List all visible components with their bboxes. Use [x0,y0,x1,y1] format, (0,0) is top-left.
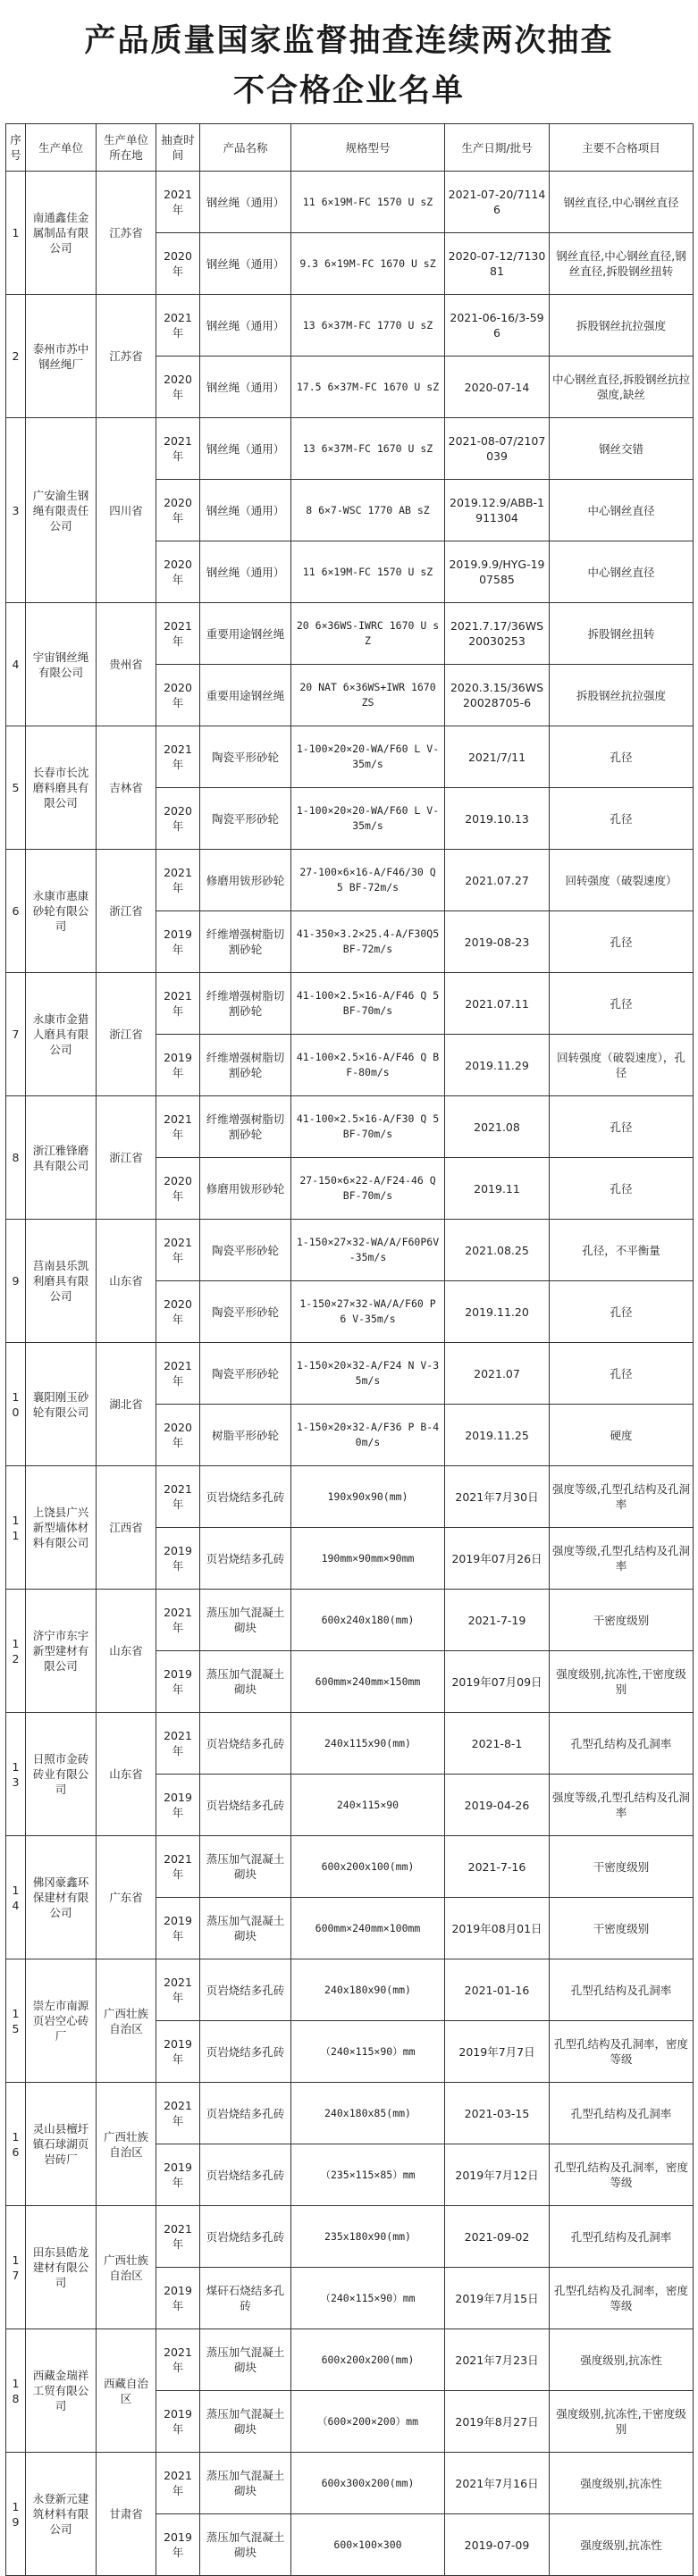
spec-model: 11 6×19M-FC 1570 U sZ [291,541,445,603]
defect-items: 钢丝直径,中心钢丝直径 [550,172,694,233]
defect-items: 孔径 [550,973,694,1035]
product-name: 页岩烧结多孔砖 [200,1466,291,1528]
defect-items: 拆股钢丝抗拉强度 [550,665,694,726]
production-date: 2021.08 [445,1096,550,1158]
company-location: 四川省 [97,418,156,603]
production-date: 2019年7月7日 [445,2021,550,2083]
spec-model: 600x200x200(mm) [291,2329,445,2391]
inspection-year: 2019年 [156,2391,200,2453]
inspection-year: 2019年 [156,911,200,973]
header-defect: 主要不合格项目 [550,124,694,172]
row-number: 7 [6,973,26,1096]
company-location: 山东省 [97,1713,156,1836]
row-number: 9 [6,1220,26,1343]
company-location: 山东省 [97,1220,156,1343]
inspection-year: 2021年 [156,1959,200,2021]
production-date: 2021年7月16日 [445,2453,550,2514]
defect-items: 孔型孔结构及孔洞率 [550,2083,694,2144]
production-date: 2019-07-09 [445,2514,550,2576]
production-date: 2021.07.11 [445,973,550,1035]
product-name: 陶瓷平形砂轮 [200,1281,291,1343]
defect-items: 干密度级别 [550,1590,694,1651]
defect-items: 孔型孔结构及孔洞率，密度等级 [550,2268,694,2329]
inspection-year: 2020年 [156,233,200,295]
row-number: 2 [6,295,26,418]
header-spec: 规格型号 [291,124,445,172]
product-name: 页岩烧结多孔砖 [200,2206,291,2268]
company-location: 广西壮族自治区 [97,1959,156,2083]
spec-model: 27-150×6×22-A/F24-46 Q BF-70m/s [291,1158,445,1220]
row-number: 18 [6,2329,26,2453]
inspection-year: 2021年 [156,850,200,911]
table-header-row [6,124,694,172]
inspection-year: 2020年 [156,480,200,541]
product-name: 蒸压加气混凝土砌块 [200,1651,291,1713]
table-row [6,295,694,357]
production-date: 2021-7-19 [445,1590,550,1651]
product-name: 钢丝绳（通用） [200,418,291,480]
spec-model: 11 6×19M-FC 1570 U sZ [291,172,445,233]
table-row [6,850,694,911]
table-row [6,973,694,1035]
row-number: 6 [6,850,26,973]
row-number: 3 [6,418,26,603]
table-row [6,418,694,480]
table-row [6,1466,694,1528]
production-date: 2019.9.9/HYG-1907585 [445,541,550,603]
page-title: 产品质量国家监督抽查连续两次抽查 [84,23,614,59]
production-date: 2019.11.25 [445,1405,550,1466]
company-location: 山东省 [97,1590,156,1713]
product-name: 纤维增强树脂切割砂轮 [200,1096,291,1158]
defect-items: 干密度级别 [550,1836,694,1898]
product-name: 煤矸石烧结多孔砖 [200,2268,291,2329]
spec-model: 190mm×90mm×90mm [291,1528,445,1590]
spec-model: 41-100×2.5×16-A/F46 Q BF-80m/s [291,1035,445,1096]
product-name: 页岩烧结多孔砖 [200,2083,291,2144]
company-name: 永康市金猎人磨具有限公司 [26,973,97,1096]
company-name: 泰州市苏中钢丝绳厂 [26,295,97,418]
production-date: 2019.11.29 [445,1035,550,1096]
row-number: 11 [6,1466,26,1590]
header-year: 抽查时间 [156,124,200,172]
spec-model: 9.3 6×19M-FC 1670 U sZ [291,233,445,295]
product-name: 陶瓷平形砂轮 [200,1220,291,1281]
inspection-year: 2020年 [156,357,200,418]
defect-items: 强度级别,抗冻性,干密度级别 [550,1651,694,1713]
product-name: 陶瓷平形砂轮 [200,1343,291,1405]
row-number: 14 [6,1836,26,1959]
defect-items: 硬度 [550,1405,694,1466]
inspection-year: 2021年 [156,603,200,665]
production-date: 2021年7月30日 [445,1466,550,1528]
defect-items: 中心钢丝直径 [550,541,694,603]
table-row [6,2453,694,2514]
spec-model: （240×115×90）mm [291,2268,445,2329]
defect-items: 强度级别,抗冻性 [550,2514,694,2576]
spec-model: 600x300x200(mm) [291,2453,445,2514]
production-date: 2021-8-1 [445,1713,550,1775]
table-row [6,2329,694,2391]
spec-model: 1-100×20×20-WA/F60 L V-35m/s [291,788,445,850]
row-number: 5 [6,726,26,850]
product-name: 重要用途钢丝绳 [200,603,291,665]
defect-items: 拆股钢丝抗拉强度 [550,295,694,357]
header-product: 产品名称 [200,124,291,172]
defect-items: 强度等级,孔型孔结构及孔洞率 [550,1775,694,1836]
inspection-year: 2021年 [156,418,200,480]
production-date: 2020-07-12/713081 [445,233,550,295]
company-location: 江西省 [97,1466,156,1590]
defect-items: 强度级别,抗冻性 [550,2453,694,2514]
production-date: 2019-04-26 [445,1775,550,1836]
production-date: 2021-03-15 [445,2083,550,2144]
production-date: 2019年08月01日 [445,1898,550,1959]
defect-items: 强度级别,抗冻性 [550,2329,694,2391]
table-row [6,1096,694,1158]
spec-model: 1-100×20×20-WA/F60 L V-35m/s [291,726,445,788]
product-name: 页岩烧结多孔砖 [200,1713,291,1775]
production-date: 2019.12.9/ABB-1911304 [445,480,550,541]
product-name: 页岩烧结多孔砖 [200,2021,291,2083]
table-row [6,726,694,788]
spec-model: 600x200x100(mm) [291,1836,445,1898]
table-row [6,2083,694,2144]
production-date: 2021年7月23日 [445,2329,550,2391]
product-name: 蒸压加气混凝土砌块 [200,1590,291,1651]
product-name: 蒸压加气混凝土砌块 [200,2391,291,2453]
table-row [6,1959,694,2021]
product-name: 蒸压加气混凝土砌块 [200,2329,291,2391]
defect-items: 孔径，不平衡量 [550,1220,694,1281]
product-name: 修磨用钹形砂轮 [200,850,291,911]
spec-model: 235x180x90(mm) [291,2206,445,2268]
header-location: 生产单位所在地 [97,124,156,172]
production-date: 2019.11 [445,1158,550,1220]
inspection-year: 2021年 [156,1836,200,1898]
inspection-year: 2021年 [156,2329,200,2391]
inspection-year: 2021年 [156,1713,200,1775]
production-date: 2019.10.13 [445,788,550,850]
company-name: 永康市惠康砂轮有限公司 [26,850,97,973]
row-number: 16 [6,2083,26,2206]
spec-model: 600mm×240mm×150mm [291,1651,445,1713]
table-row [6,172,694,233]
product-name: 纤维增强树脂切割砂轮 [200,911,291,973]
inspection-year: 2019年 [156,1528,200,1590]
product-name: 蒸压加气混凝土砌块 [200,1836,291,1898]
company-name: 永登新元建筑材料有限公司 [26,2453,97,2576]
product-name: 纤维增强树脂切割砂轮 [200,973,291,1035]
product-name: 钢丝绳（通用） [200,541,291,603]
production-date: 2021.7.17/36WS20030253 [445,603,550,665]
defect-items: 孔径 [550,1281,694,1343]
company-location: 西藏自治区 [97,2329,156,2453]
defect-items: 孔径 [550,726,694,788]
company-location: 浙江省 [97,1096,156,1220]
inspection-year: 2020年 [156,665,200,726]
inspection-year: 2019年 [156,2144,200,2206]
product-name: 陶瓷平形砂轮 [200,726,291,788]
spec-model: 1-150×20×32-A/F24 N V-35m/s [291,1343,445,1405]
row-number: 12 [6,1590,26,1713]
product-name: 纤维增强树脂切割砂轮 [200,1035,291,1096]
spec-model: 1-150×27×32-WA/A/F60 P 6 V-35m/s [291,1281,445,1343]
production-date: 2021/7/11 [445,726,550,788]
inspection-year: 2021年 [156,1466,200,1528]
defect-items: 孔型孔结构及孔洞率，密度等级 [550,2021,694,2083]
inspection-year: 2019年 [156,2021,200,2083]
product-name: 蒸压加气混凝土砌块 [200,2453,291,2514]
product-name: 修磨用钹形砂轮 [200,1158,291,1220]
product-name: 重要用途钢丝绳 [200,665,291,726]
production-date: 2020-07-14 [445,357,550,418]
inspection-year: 2019年 [156,1775,200,1836]
row-number: 13 [6,1713,26,1836]
company-location: 吉林省 [97,726,156,850]
product-name: 蒸压加气混凝土砌块 [200,1898,291,1959]
defect-items: 中心钢丝直径,拆股钢丝抗拉强度,缺丝 [550,357,694,418]
spec-model: 41-350×3.2×25.4-A/F30Q5BF-72m/s [291,911,445,973]
defect-items: 中心钢丝直径 [550,480,694,541]
inspection-year: 2020年 [156,541,200,603]
defect-items: 孔型孔结构及孔洞率，密度等级 [550,2144,694,2206]
company-location: 江苏省 [97,172,156,295]
company-name: 西藏金瑞祥工贸有限公司 [26,2329,97,2453]
production-date: 2019年8月27日 [445,2391,550,2453]
inspection-year: 2021年 [156,172,200,233]
defect-items: 孔径 [550,788,694,850]
spec-model: 8 6×7-WSC 1770 AB sZ [291,480,445,541]
defect-items: 孔径 [550,1096,694,1158]
inspection-year: 2020年 [156,1158,200,1220]
page-subtitle: 不合格企业名单 [232,73,465,109]
inspection-year: 2021年 [156,2453,200,2514]
inspection-year: 2019年 [156,1651,200,1713]
row-number: 17 [6,2206,26,2329]
inspection-year: 2019年 [156,2268,200,2329]
spec-model: 13 6×37M-FC 1770 U sZ [291,295,445,357]
company-name: 广安渝生钢绳有限责任公司 [26,418,97,603]
company-name: 襄阳刚玉砂轮有限公司 [26,1343,97,1466]
spec-model: （240×115×90）mm [291,2021,445,2083]
spec-model: 240×115×90 [291,1775,445,1836]
defect-items: 钢丝交错 [550,418,694,480]
company-name: 宇宙钢丝绳有限公司 [26,603,97,726]
inspection-year: 2021年 [156,1343,200,1405]
table-row [6,2206,694,2268]
table-row [6,603,694,665]
company-location: 甘肃省 [97,2453,156,2576]
spec-model: 1-150×20×32-A/F36 P B-40m/s [291,1405,445,1466]
spec-model: 17.5 6×37M-FC 1670 U sZ [291,357,445,418]
product-name: 页岩烧结多孔砖 [200,2144,291,2206]
inspection-year: 2021年 [156,2206,200,2268]
inspection-year: 2021年 [156,1590,200,1651]
company-location: 浙江省 [97,850,156,973]
product-name: 钢丝绳（通用） [200,233,291,295]
inspection-year: 2019年 [156,1898,200,1959]
spec-model: （600×200×200）mm [291,2391,445,2453]
defect-items: 强度级别,抗冻性,干密度级别 [550,2391,694,2453]
product-name: 页岩烧结多孔砖 [200,1959,291,2021]
product-name: 树脂平形砂轮 [200,1405,291,1466]
spec-model: （235×115×85）mm [291,2144,445,2206]
table-body [6,172,694,2576]
company-name: 济宁市东宇新型建材有限公司 [26,1590,97,1713]
defect-items: 孔型孔结构及孔洞率 [550,2206,694,2268]
table-row [6,1343,694,1405]
product-name: 钢丝绳（通用） [200,172,291,233]
enterprise-table [5,123,694,2576]
production-date: 2021.07.27 [445,850,550,911]
spec-model: 41-100×2.5×16-A/F46 Q 5 BF-70m/s [291,973,445,1035]
production-date: 2019-08-23 [445,911,550,973]
production-date: 2021-09-02 [445,2206,550,2268]
table-row [6,1220,694,1281]
inspection-year: 2020年 [156,1281,200,1343]
row-number: 15 [6,1959,26,2083]
production-date: 2020.3.15/36WS20028705-6 [445,665,550,726]
defect-items: 孔径 [550,1343,694,1405]
inspection-year: 2019年 [156,2514,200,2576]
company-location: 贵州省 [97,603,156,726]
company-name: 长春市长沈磨料磨具有限公司 [26,726,97,850]
defect-items: 孔型孔结构及孔洞率 [550,1713,694,1775]
spec-model: 190x90x90(mm) [291,1466,445,1528]
row-number: 1 [6,172,26,295]
inspection-year: 2019年 [156,1035,200,1096]
row-number: 19 [6,2453,26,2576]
header-date: 生产日期/批号 [445,124,550,172]
row-number: 4 [6,603,26,726]
company-name: 南通鑫佳金属制品有限公司 [26,172,97,295]
spec-model: 20 NAT 6×36WS+IWR 1670 ZS [291,665,445,726]
production-date: 2021-01-16 [445,1959,550,2021]
row-number: 8 [6,1096,26,1220]
company-location: 广西壮族自治区 [97,2206,156,2329]
product-name: 页岩烧结多孔砖 [200,1528,291,1590]
company-name: 莒南县乐凯利磨具有限公司 [26,1220,97,1343]
product-name: 钢丝绳（通用） [200,480,291,541]
product-name: 陶瓷平形砂轮 [200,788,291,850]
spec-model: 240x180x90(mm) [291,1959,445,2021]
inspection-year: 2021年 [156,295,200,357]
header-company: 生产单位 [26,124,97,172]
spec-model: 20 6×36WS-IWRC 1670 U sZ [291,603,445,665]
spec-model: 240x180x85(mm) [291,2083,445,2144]
company-name: 灵山县檀圩镇石球湖页岩砖厂 [26,2083,97,2206]
defect-items: 孔径 [550,1158,694,1220]
company-name: 日照市金砖砖业有限公司 [26,1713,97,1836]
production-date: 2021.07 [445,1343,550,1405]
row-number: 10 [6,1343,26,1466]
table-row [6,1836,694,1898]
spec-model: 600×100×300 [291,2514,445,2576]
spec-model: 13 6×37M-FC 1670 U sZ [291,418,445,480]
defect-items: 干密度级别 [550,1898,694,1959]
inspection-year: 2020年 [156,1405,200,1466]
production-date: 2021-06-16/3-596 [445,295,550,357]
product-name: 钢丝绳（通用） [200,295,291,357]
spec-model: 1-150×27×32-WA/A/F60P6V-35m/s [291,1220,445,1281]
company-name: 田东县皓龙建材有限公司 [26,2206,97,2329]
inspection-year: 2021年 [156,2083,200,2144]
defect-items: 回转强度（破裂速度），孔径 [550,1035,694,1096]
production-date: 2021-7-16 [445,1836,550,1898]
defect-items: 拆股钢丝扭转 [550,603,694,665]
table-row [6,1590,694,1651]
inspection-year: 2021年 [156,1096,200,1158]
spec-model: 240x115x90(mm) [291,1713,445,1775]
spec-model: 600x240x180(mm) [291,1590,445,1651]
production-date: 2019.11.20 [445,1281,550,1343]
company-location: 广西壮族自治区 [97,2083,156,2206]
company-location: 广东省 [97,1836,156,1959]
production-date: 2019年07月26日 [445,1528,550,1590]
defect-items: 孔型孔结构及孔洞率 [550,1959,694,2021]
company-name: 浙江雅锋磨具有限公司 [26,1096,97,1220]
header-no: 序号 [6,124,26,172]
production-date: 2019年7月15日 [445,2268,550,2329]
product-name: 蒸压加气混凝土砌块 [200,2514,291,2576]
inspection-year: 2021年 [156,726,200,788]
defect-items: 孔径 [550,911,694,973]
table-row [6,1713,694,1775]
production-date: 2019年7月12日 [445,2144,550,2206]
production-date: 2021.08.25 [445,1220,550,1281]
defect-items: 强度等级,孔型孔结构及孔洞率 [550,1528,694,1590]
production-date: 2019年07月09日 [445,1651,550,1713]
company-location: 湖北省 [97,1343,156,1466]
company-name: 佛冈豪鑫环保建材有限公司 [26,1836,97,1959]
defect-items: 强度等级,孔型孔结构及孔洞率 [550,1466,694,1528]
inspection-year: 2020年 [156,788,200,850]
defect-items: 回转强度（破裂速度） [550,850,694,911]
defect-items: 钢丝直径,中心钢丝直径,钢丝直径,拆股钢丝扭转 [550,233,694,295]
spec-model: 600mm×240mm×100mm [291,1898,445,1959]
product-name: 页岩烧结多孔砖 [200,1775,291,1836]
company-name: 崇左市南源页岩空心砖厂 [26,1959,97,2083]
company-location: 江苏省 [97,295,156,418]
inspection-year: 2021年 [156,1220,200,1281]
company-location: 浙江省 [97,973,156,1096]
production-date: 2021-08-07/2107039 [445,418,550,480]
inspection-year: 2021年 [156,973,200,1035]
production-date: 2021-07-20/71146 [445,172,550,233]
spec-model: 27-100×6×16-A/F46/30 Q 5 BF-72m/s [291,850,445,911]
product-name: 钢丝绳（通用） [200,357,291,418]
company-name: 上饶县广兴新型墙体材料有限公司 [26,1466,97,1590]
spec-model: 41-100×2.5×16-A/F30 Q 5 BF-70m/s [291,1096,445,1158]
